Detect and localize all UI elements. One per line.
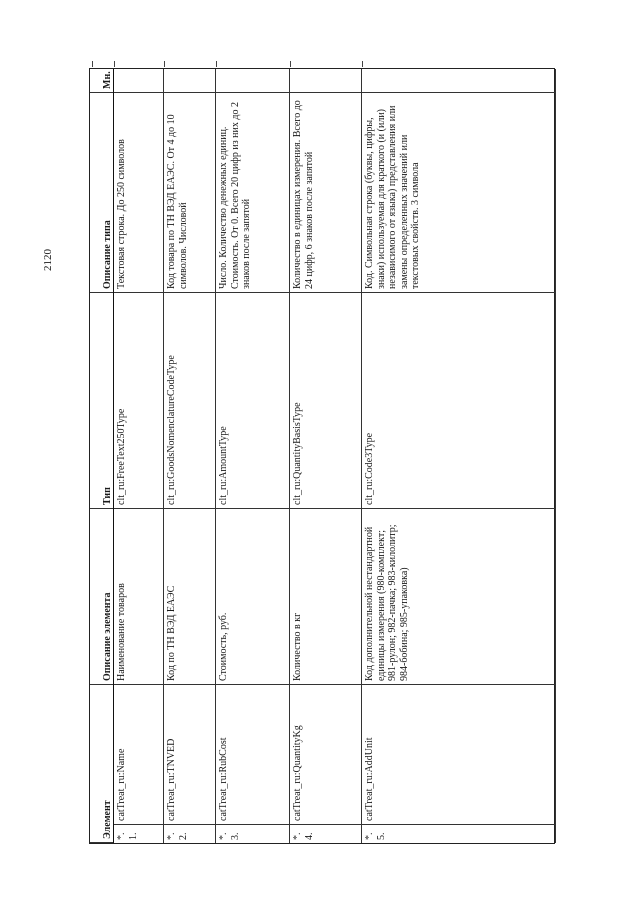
row-type-description: Число. Количество денежных единиц. Стоимость. От 0. Всего 20 цифр из них до 2 знаков после запятой [216, 93, 289, 293]
page-number: 2120 [42, 249, 54, 271]
table-row [164, 69, 216, 843]
row-element: catTreat_ru:Name [114, 685, 163, 825]
row-type: clt_ru:AmountType [216, 293, 289, 509]
row-description: Код по ТН ВЭД ЕАЭС [164, 509, 215, 685]
row-mn [164, 17, 215, 93]
edge-tick [114, 61, 115, 67]
row-element: catTreat_ru:QuantityKg [290, 685, 361, 825]
edge-tick [164, 61, 165, 67]
row-number: *.1. [116, 832, 139, 840]
row-type: clt_ru:FreeText250Type [114, 293, 163, 509]
table-row [114, 69, 164, 843]
row-type: clt_ru:GoodsNomenclatureCodeType [164, 293, 215, 509]
data-table [89, 68, 555, 844]
table-row [216, 69, 290, 843]
row-type-description: Код товара по ТН ВЭД ЕАЭС. От 4 до 10 символов. Числовой [164, 93, 215, 293]
row-type: clt_ru:QuantityBasisType [290, 293, 361, 509]
row-description: Количество в кг [290, 509, 361, 685]
row-description: Наименование товаров [114, 509, 163, 685]
row-element: catTreat_ru:RubCost [216, 685, 289, 825]
row-type-description: Код. Символьная строка (буквы, цифры, знаки) используемая для краткого (и (или) независимого от языка) представления или замены определенных значений или текстовых свойств. 3 символа [362, 93, 555, 293]
row-mn [290, 17, 361, 93]
row-number: *.3. [218, 832, 241, 840]
row-mn [362, 17, 555, 93]
row-number: *.4. [292, 832, 315, 840]
header-mn: Мн. [90, 17, 113, 93]
edge-tick [92, 61, 93, 67]
row-mn [114, 17, 163, 93]
row-number: *.5. [364, 832, 387, 840]
header-element: Элемент [90, 685, 113, 843]
row-description: Код дополнительной нестандартной единицы измерения (980-комплект; 981-рулон; 982-пачка; 983-килолитр; 984-бобина; 985-упаковка) [362, 509, 555, 685]
row-description: Стоимость, руб. [216, 509, 289, 685]
header-type-desc: Описание типа [90, 93, 113, 293]
table-row [362, 69, 556, 843]
header-element-desc: Описание элемента [90, 509, 113, 685]
table-row [290, 69, 362, 843]
row-type-description: Количество в единицах измерения. Всего до 24 цифр, 6 знаков после запятой [290, 93, 361, 293]
row-mn [216, 17, 289, 93]
edge-tick [362, 61, 363, 67]
row-element: catTreat_ru:AddUnit [362, 685, 555, 825]
row-type: clt_ru:Code3Type [362, 293, 555, 509]
row-element: catTreat_ru:TNVED [164, 685, 215, 825]
header-type: Тип [90, 293, 113, 509]
row-number: *.2. [166, 832, 189, 840]
edge-tick [216, 61, 217, 67]
row-type-description: Текстовая строка. До 250 символов [114, 93, 163, 293]
cut-off-column-edge [90, 59, 554, 67]
edge-tick [290, 61, 291, 67]
table-header [90, 69, 114, 843]
